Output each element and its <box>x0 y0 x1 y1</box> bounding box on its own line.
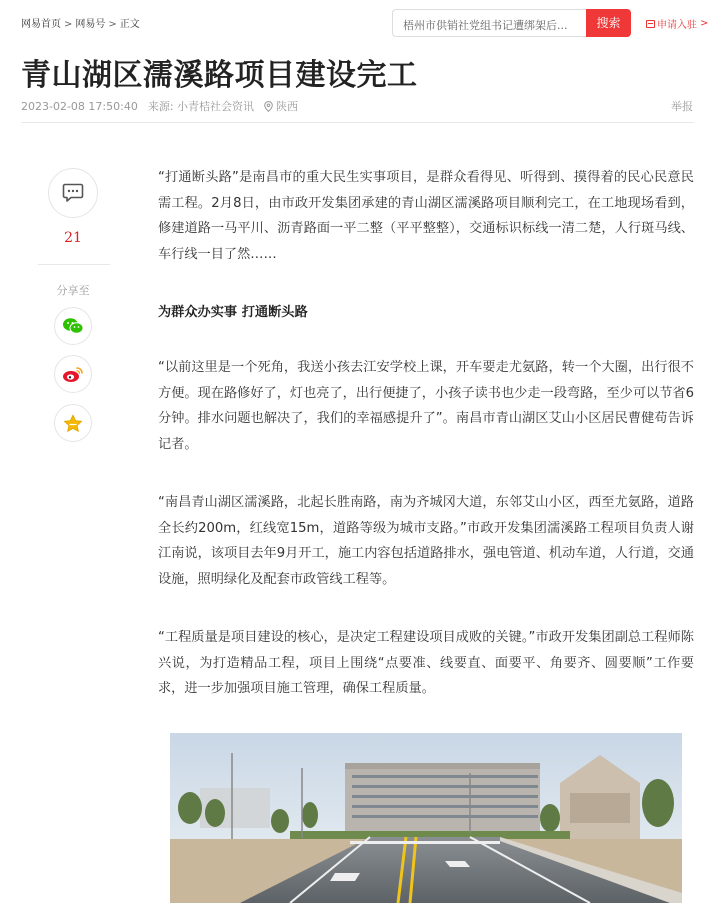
search-input[interactable]: 梧州市供销社党组书记遭绑架后... <box>392 9 586 37</box>
share-weibo-button[interactable] <box>54 355 92 393</box>
article-paragraph: “工程质量是项目建设的核心，是决定工程建设项目成败的关键。”市政开发集团副总工程师陈兴说，为打造精品工程，项目上围绕“点要准、线要直、面要平、角要齐、圆要顺”工作要求，进一步加强项目施工管理，确保工程质量。 <box>158 630 694 697</box>
chevron-right-icon: > <box>700 18 709 29</box>
article-title: 青山湖区濡溪路项目建设完工 <box>21 58 418 93</box>
comment-icon <box>62 183 84 203</box>
breadcrumb-home-link[interactable]: 网易首页 <box>21 19 61 30</box>
article-photo <box>170 733 682 903</box>
comment-button[interactable] <box>48 168 98 218</box>
road-photo-illustration <box>170 733 682 903</box>
search-button[interactable]: 搜索 <box>586 9 631 37</box>
report-link[interactable]: 举报 <box>671 100 693 113</box>
article-subheading: 为群众办实事 打通断头路 <box>158 305 308 320</box>
article-source[interactable]: 来源: 小青桔社会资讯 <box>147 100 255 113</box>
top-bar <box>0 0 715 44</box>
publish-datetime: 2023-02-08 17:50:40 <box>21 99 138 113</box>
comment-count[interactable]: 21 <box>64 230 82 246</box>
header-divider <box>21 122 694 123</box>
breadcrumb-separator: > <box>64 19 73 30</box>
apply-join-label: 申请入驻 <box>657 20 697 31</box>
location-pin-icon <box>264 101 273 112</box>
wechat-icon <box>62 317 84 335</box>
article-paragraph: “打通断头路”是南昌市的重大民生实事项目，是群众看得见、听得到、摸得着的民心民意民需工程。2月8日，由市政开发集团承建的青山湖区濡溪路项目顺利完工，在工地现场看到，修建道路一马平川、沥青路面一平二整（平平整整），交通标识标线一清二楚，人行斑马线、车行线一目了然…… <box>158 170 694 262</box>
location-label: 陕西 <box>276 100 299 113</box>
sidebar-divider <box>38 264 110 265</box>
breadcrumb-current: 正文 <box>119 19 140 30</box>
article-paragraph: “南昌青山湖区濡溪路，北起长胜南路，南为齐城冈大道，东邻艾山小区，西至尤氨路，道路全长约200m，红线宽15m，道路等级为城市支路。”市政开发集团濡溪路工程项目负责人谢江南说，该项目去年9月开工，施工内容包括道路排水，强电管道、机动车道，人行道，交通设施，照明绿化及配套市政管线工程等。 <box>158 495 694 587</box>
article-meta <box>21 98 298 114</box>
share-wechat-button[interactable] <box>54 307 92 345</box>
breadcrumb <box>21 15 140 30</box>
apply-join-link[interactable] <box>646 16 708 31</box>
breadcrumb-netease-hao-link[interactable]: 网易号 <box>75 19 106 30</box>
article-location <box>264 98 298 114</box>
weibo-icon <box>62 365 84 383</box>
breadcrumb-separator: > <box>108 19 117 30</box>
apply-icon <box>646 20 655 28</box>
share-label: 分享至 <box>56 284 90 297</box>
star-icon <box>63 414 83 433</box>
article-paragraph: “以前这里是一个死角，我送小孩去江安学校上课，开车要走尤氨路，转一个大圈，出行很不方便。现在路修好了，灯也亮了，出行便捷了，小孩子读书也少走一段弯路，至少可以节省6分钟。排水问题也解决了，我们的幸福感提升了”。南昌市青山湖区艾山小区居民曹健苟告诉记者。 <box>158 360 694 452</box>
favorite-button[interactable] <box>54 404 92 442</box>
